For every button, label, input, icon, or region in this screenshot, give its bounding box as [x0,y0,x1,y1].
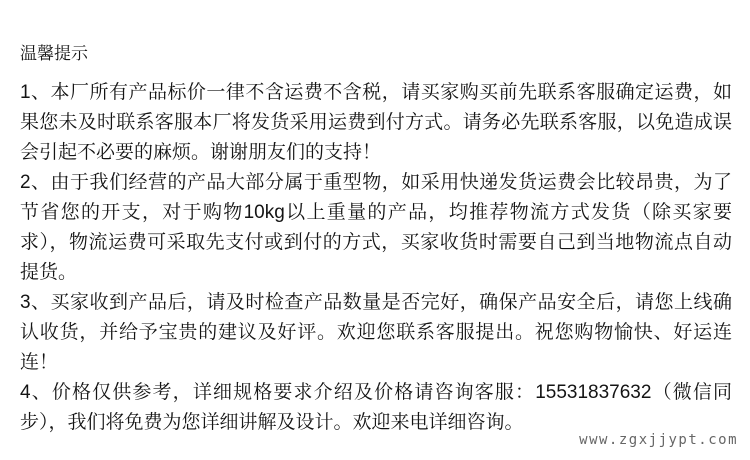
notice-item-price-consult: 4、价格仅供参考，详细规格要求介绍及价格请咨询客服：15531837632（微信同步），我们将免费为您详细讲解及设计。欢迎来电详细咨询。 [20,382,732,433]
notice-item-logistics: 2、由于我们经营的产品大部分属于重型物，如采用快递发货运费会比较昂贵，为了节省您的开支，对于购物10kg以上重量的产品，均推荐物流方式发货（除买家要求），物流运费可采取先支付或到付的方式，买家收货时需要自己到当地物流点自动提货。 [20,172,732,283]
notice-item-shipping-fee: 1、本厂所有产品标价一律不含运费不含税，请买家购买前先联系客服确定运费，如果您未及时联系客服本厂将发货采用运费到付方式。请务必先联系客服，以免造成误会引起不必要的麻烦。谢谢朋友们的支持！ [20,82,732,163]
watermark-url: www.zgxjjypt.com [579,432,738,448]
notice-item-inspection: 3、买家收到产品后，请及时检查产品数量是否完好，确保产品安全后，请您上线确认收货，并给予宝贵的建议及好评。欢迎您联系客服提出。祝您购物愉快、好运连连！ [20,292,732,373]
page-title: 温馨提示 [20,44,88,63]
